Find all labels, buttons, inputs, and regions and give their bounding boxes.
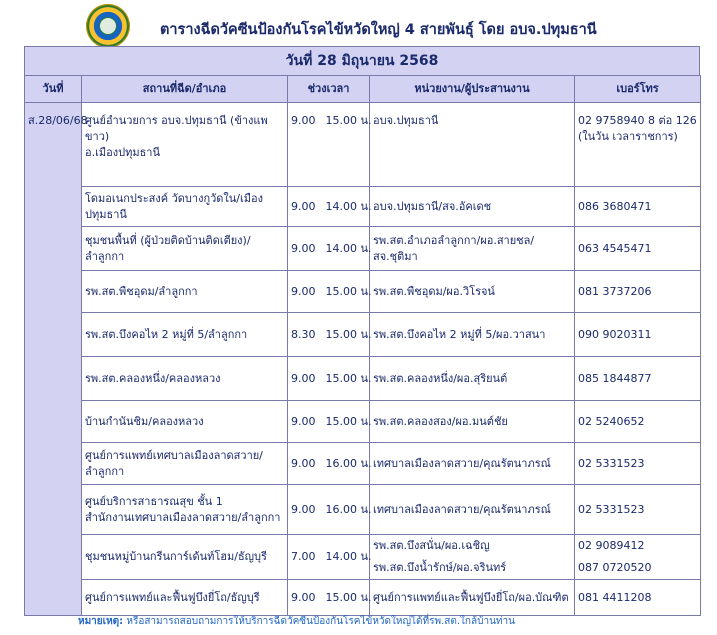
schedule-table <box>24 75 701 616</box>
time-end: 15.00 น. <box>325 327 372 341</box>
phone-line: 063 4545471 <box>578 241 652 255</box>
time-end: 14.00 น. <box>325 241 372 255</box>
table-row <box>25 271 701 313</box>
table-row <box>25 313 701 357</box>
phone-cell <box>575 187 701 227</box>
page-title: ตารางฉีดวัคซีนป้องกันโรคไข้หวัดใหญ่ 4 สายพันธุ์ โดย อบจ.ปทุมธานี <box>160 22 597 38</box>
agency-cell <box>370 313 575 357</box>
footnote <box>78 614 515 629</box>
place-cell <box>82 535 288 580</box>
phone-cell <box>575 443 701 485</box>
place-cell <box>82 313 288 357</box>
column-header-date: วันที่ <box>25 76 82 103</box>
place-line: ศูนย์การแพทย์เทศบาลเมืองลาดสวาย/ลำลูกกา <box>85 448 263 478</box>
column-header-agency: หน่วยงาน/ผู้ประสานงาน <box>370 76 575 103</box>
agency-line: รพ.สต.คลองหนึ่ง/ผอ.สุริยนต์ <box>373 371 508 385</box>
phone-line: 02 9758940 8 ต่อ 126 <box>578 114 697 127</box>
agency-line: ศูนย์การแพทย์และฟื้นฟูบึงยี่โถ/ผอ.บัณฑิต <box>373 590 569 604</box>
table-row <box>25 485 701 535</box>
place-line: รพ.สต.คลองหนึ่ง/คลองหลวง <box>85 371 221 385</box>
agency-cell <box>370 357 575 401</box>
time-end: 16.00 น. <box>325 456 372 470</box>
phone-line: 02 5240652 <box>578 414 645 428</box>
phone-line: 081 3737206 <box>578 284 652 298</box>
footnote-label: หมายเหตุ: <box>78 616 124 627</box>
table-row <box>25 443 701 485</box>
time-cell <box>288 485 370 535</box>
place-cell <box>82 187 288 227</box>
time-cell <box>288 271 370 313</box>
time-start: 9.00 <box>291 284 316 298</box>
place-cell <box>82 443 288 485</box>
time-end: 15.00 น. <box>325 371 372 385</box>
place-line: ศูนย์บริการสาธารณสุข ชั้น 1 <box>85 494 223 508</box>
seal-icon <box>86 4 130 48</box>
column-header-place: สถานที่ฉีด/อำเภอ <box>82 76 288 103</box>
phone-line: 086 3680471 <box>578 199 652 213</box>
phone-line: 085 1844877 <box>578 371 652 385</box>
place-line: ศูนย์อำนวยการ อบจ.ปทุมธานี (ข้างแพขาว) <box>85 114 268 143</box>
place-cell <box>82 485 288 535</box>
agency-cell <box>370 271 575 313</box>
time-cell <box>288 187 370 227</box>
time-cell <box>288 535 370 580</box>
time-end: 15.00 น. <box>325 590 372 604</box>
phone-line: 02 5331523 <box>578 456 645 470</box>
agency-cell <box>370 103 575 187</box>
table-row <box>25 580 701 616</box>
place-line: รพ.สต.บึงคอไห 2 หมู่ที่ 5/ลำลูกกา <box>85 327 248 341</box>
agency-line: อบจ.ปทุมธานี <box>373 114 439 127</box>
agency-line: รพ.สต.พืชอุดม/ผอ.วิโรจน์ <box>373 284 495 298</box>
phone-line: (ในวัน เวลาราชการ) <box>578 130 678 143</box>
agency-cell <box>370 187 575 227</box>
phone-cell <box>575 227 701 271</box>
place-cell <box>82 103 288 187</box>
place-line: ชุมชนหมู่บ้านกรีนการ์เด้นท์โฮม/ธัญบุรี <box>85 550 267 563</box>
time-cell <box>288 443 370 485</box>
phone-line: 02 5331523 <box>578 502 645 516</box>
phone-cell <box>575 357 701 401</box>
phone-cell <box>575 271 701 313</box>
time-end: 14.00 น. <box>325 550 372 563</box>
table-row <box>25 187 701 227</box>
phone-line: 081 4411208 <box>578 590 652 604</box>
time-start: 9.00 <box>291 456 316 470</box>
place-line: รพ.สต.พืชอุดม/ลำลูกกา <box>85 284 198 298</box>
time-start: 9.00 <box>291 414 316 428</box>
place-cell <box>82 357 288 401</box>
place-line: โดมอเนกประสงค์ วัดบางกูวัดใน/เมืองปทุมธานี <box>85 191 264 221</box>
phone-cell <box>575 401 701 443</box>
date-banner: วันที่ 28 มิถุนายน 2568 <box>24 46 700 75</box>
time-start: 8.30 <box>291 327 316 341</box>
phone-cell <box>575 580 701 616</box>
time-cell <box>288 401 370 443</box>
agency-line: รพ.สต.บึงสนั่น/ผอ.เฉชิญ <box>373 539 490 552</box>
time-end: 15.00 น. <box>325 284 372 298</box>
time-start: 7.00 <box>291 550 316 563</box>
phone-line: 087 0720520 <box>578 561 652 574</box>
time-cell <box>288 580 370 616</box>
agency-cell <box>370 443 575 485</box>
phone-cell <box>575 103 701 187</box>
agency-cell <box>370 535 575 580</box>
agency-line: เทศบาลเมืองลาดสวาย/คุณรัตนาภรณ์ <box>373 456 551 470</box>
table-row <box>25 227 701 271</box>
schedule <box>24 46 700 616</box>
place-cell <box>82 227 288 271</box>
date-cell: ส.28/06/68 <box>25 103 82 616</box>
column-header-phone: เบอร์โทร <box>575 76 701 103</box>
place-line: อ.เมืองปทุมธานี <box>85 146 160 159</box>
time-start: 9.00 <box>291 114 316 127</box>
place-cell <box>82 271 288 313</box>
agency-cell <box>370 580 575 616</box>
agency-line: รพ.สต.อำเภอลำลูกกา/ผอ.สายชล/สจ.ชุติมา <box>373 233 535 263</box>
column-header-time: ช่วงเวลา <box>288 76 370 103</box>
time-start: 9.00 <box>291 241 316 255</box>
place-line: สำนักงานเทศบาลเมืองลาดสวาย/ลำลูกกา <box>85 510 281 524</box>
phone-cell <box>575 313 701 357</box>
time-start: 9.00 <box>291 502 316 516</box>
time-cell <box>288 103 370 187</box>
footnote-text: หรือสามารถสอบถามการให้บริการฉีดวัคซีนป้องกันโรคไข้หวัดใหญ่ได้ที่รพ.สต.ใกล้บ้านท่าน <box>123 616 515 627</box>
agency-line: อบจ.ปทุมธานี/สจ.อัคเดช <box>373 199 492 213</box>
time-end: 14.00 น. <box>325 199 372 213</box>
table-header-row <box>25 76 701 103</box>
agency-line: รพ.สต.บึงคอไห 2 หมู่ที่ 5/ผอ.วาสนา <box>373 327 546 341</box>
phone-line: 02 9089412 <box>578 539 645 552</box>
phone-line: 090 9020311 <box>578 327 652 341</box>
time-end: 15.00 น. <box>325 414 372 428</box>
time-end: 15.00 น. <box>325 114 372 127</box>
agency-cell <box>370 401 575 443</box>
place-cell <box>82 401 288 443</box>
agency-line: รพ.สต.บึงน้ำรักษ์/ผอ.จรินทร์ <box>373 561 507 574</box>
time-start: 9.00 <box>291 371 316 385</box>
time-start: 9.00 <box>291 590 316 604</box>
agency-line: เทศบาลเมืองลาดสวาย/คุณรัตนาภรณ์ <box>373 502 551 516</box>
place-line: ศูนย์การแพทย์และฟื้นฟูบึงยี่โถ/ธัญบุรี <box>85 590 260 604</box>
agency-cell <box>370 485 575 535</box>
time-cell <box>288 357 370 401</box>
table-row <box>25 103 701 187</box>
time-start: 9.00 <box>291 199 316 213</box>
table-row <box>25 357 701 401</box>
phone-cell <box>575 535 701 580</box>
place-line: ชุมชนพื้นที่ (ผู้ป่วยติดบ้านติดเตียง)/ลำลูกกา <box>85 233 251 263</box>
agency-line: รพ.สต.คลองสอง/ผอ.มนต์ชัย <box>373 414 508 428</box>
time-end: 16.00 น. <box>325 502 372 516</box>
place-cell <box>82 580 288 616</box>
time-cell <box>288 313 370 357</box>
table-row <box>25 535 701 580</box>
agency-cell <box>370 227 575 271</box>
place-line: บ้านกำนันชิม/คลองหลวง <box>85 414 204 428</box>
page-header <box>0 0 717 46</box>
phone-cell <box>575 485 701 535</box>
table-row <box>25 401 701 443</box>
time-cell <box>288 227 370 271</box>
